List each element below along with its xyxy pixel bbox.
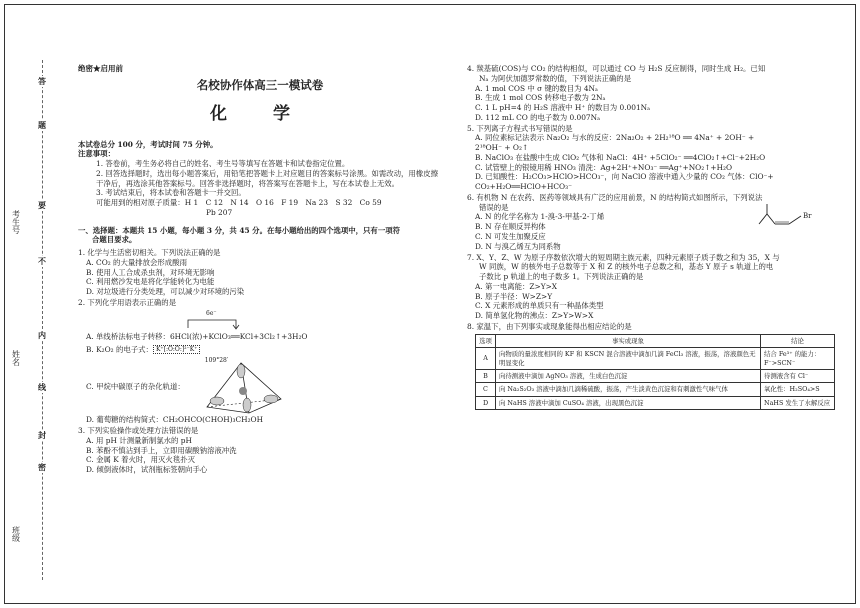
option: B. NaClO₃ 在盐酸中生成 ClO₂ 气体和 NaCl：4H⁺ +5ClO₂⁻ ══4ClO₂↑+Cl⁻+2H₂O: [475, 152, 766, 162]
option: D. N 与溴乙烯互为同系物: [475, 241, 561, 251]
question-stem: Nₐ 为阿伏加德罗常数的值，下列说法正确的是: [479, 73, 632, 83]
option: A. 用 pH 计测量新制氯水的 pH: [86, 435, 192, 445]
class-label: 班级: [11, 526, 21, 542]
q8-table: [475, 334, 835, 411]
binding-word: 密: [33, 462, 51, 473]
table-cell: 向 NaHS 溶液中滴加 CuSO₄ 溶液，出现黑色沉淀: [496, 396, 761, 409]
notice-item: 1. 答卷前，考生务必将自己的姓名、考生号等填写在答题卡和试卷指定位置。: [96, 159, 350, 169]
tetrahedron-icon: [191, 357, 301, 415]
option: C. 试管壁上的银镜用稀 HNO₃ 清洗：Ag+2H⁺+NO₃⁻ ══Ag⁺+NO₂↑+H₂O: [475, 162, 733, 172]
binding-word: 封: [33, 430, 51, 441]
binding-word: 题: [33, 120, 51, 131]
option: C. 金属 K 着火时，用灭火毯扑灭: [86, 455, 195, 465]
question-stem: 5. 下列离子方程式书写错误的是: [467, 123, 573, 133]
table-cell: A: [476, 348, 496, 370]
option: 2¹⁸OH⁻ + O₂↑: [475, 143, 529, 153]
question-stem: 错误的是: [479, 202, 509, 212]
option: C. 1 L pH=4 的 H₂S 溶液中 H⁺ 的数目为 0.001Nₐ: [475, 103, 650, 113]
table-cell: 待测液含有 Cl⁻: [761, 370, 835, 383]
option: C. 利用燃沙发电是将化学能转化为电能: [86, 277, 215, 287]
option: A. 第一电离能：Z>Y>X: [475, 281, 558, 291]
question-stem: 2. 下列化学用语表示正确的是: [78, 297, 177, 307]
table-cell: 氧化性：H₂SO₄>S: [761, 383, 835, 396]
binding-word: 线: [33, 382, 51, 393]
table-header: 结论: [761, 334, 835, 347]
option: A. 1 mol COS 中 σ 键的数目为 4Nₐ: [475, 83, 598, 93]
table-row: [476, 348, 835, 370]
option: CO₂+H₂O══HClO+HCO₃⁻: [475, 182, 572, 192]
subject-title: 化 学: [210, 104, 310, 125]
table-cell: 向物质的量浓度相同的 KF 和 KSCN 混合溶液中滴加几滴 FeCl₃ 溶液，振荡，溶液颜色无明显变化: [496, 348, 761, 370]
option: A. 单线桥法标电子转移：6HCl(浓)+KClO₃══KCl+3Cl₂↑+3H₂O: [86, 331, 308, 341]
table-row: [476, 383, 835, 396]
binding-word: 内: [33, 330, 51, 341]
atomic-masses-cont: Pb 207: [206, 207, 233, 217]
question-stem: W 同族，W 的核外电子总数等于 X 和 Z 的核外电子总数之和，基态 Y 原子 s 轨道上的电: [479, 262, 774, 272]
table-header: 事实或现象: [496, 334, 761, 347]
option: B. K₂O₂ 的电子式：: [86, 344, 153, 354]
bond-angle-label: 109°28′: [204, 357, 229, 365]
table-cell: 向 Na₂S₂O₃ 溶液中滴加几滴稀硫酸，振荡，产生淡黄色沉淀和有刺激性气味气体: [496, 383, 761, 396]
section-line: 合题目要求。: [92, 235, 137, 245]
table-cell: D: [476, 396, 496, 409]
table-cell: NaHS 发生了水解反应: [761, 396, 835, 409]
notice-item: 3. 考试结束后，将本试卷和答题卡一并交回。: [96, 188, 246, 198]
option: D. 简单氢化物的沸点：Z>Y>W>X: [475, 311, 594, 321]
option: A. 同位素标记法表示 Na₂O₂ 与水的反应：2Na₂O₂ + 2H₂¹⁸O ══ 4Na⁺ + 2OH⁻ +: [475, 133, 755, 143]
option-row: [78, 345, 442, 355]
question-stem: 3. 下列实验操作或处理方法错误的是: [78, 426, 199, 436]
question-stem: 8. 家温下，由下列事实或现象能得出相应结论的是: [467, 321, 632, 331]
binding-word: 要: [33, 200, 51, 211]
single-arrow-icon: [78, 308, 442, 332]
table-cell: 结合 Fe³⁺ 的能力：F⁻>SCN⁻: [761, 348, 835, 370]
notice-item: 2. 回答选择题时，选出每小题答案后，用铅笔把答题卡上对应题目的答案标号涂黑。如需改动，用橡皮擦干净后，再选涂其他答案标号。回答非选择题时，将答案写在答题卡上，写在本试卷上无效。: [96, 168, 438, 188]
option: D. 已知酸性：H₂CO₃>HClO>HCO₃⁻，向 NaClO 溶液中通入少量的 CO₂ 气体：ClO⁻+: [475, 172, 774, 182]
table-cell: 向待测液中滴加 AgNO₃ 溶液，生成白色沉淀: [496, 370, 761, 383]
option: D. 倾倒液体时，试剂瓶标签朝向手心: [86, 465, 208, 475]
structure-n-icon: [753, 200, 823, 230]
question-stem: 子数比 p 轨道上的电子数多 1。下列说法正确的是: [479, 272, 644, 282]
question-stem: 7. X、Y、Z、W 为原子序数依次增大的短周期主族元素，四种元素原子质子数之和为 35，X 与: [467, 252, 780, 262]
table-cell: C: [476, 383, 496, 396]
secret-mark: 绝密★启用前: [78, 64, 123, 73]
notice-title: 注意事项：: [78, 149, 115, 159]
electron-transfer-diagram: [78, 308, 442, 332]
score-line: 本试卷总分 100 分，考试时间 75 分钟。: [78, 139, 218, 149]
option: C. 甲烷中碳原子的杂化轨道：: [86, 381, 185, 391]
atomic-masses: 可能用到的相对原子质量：H 1 C 12 N 14 O 16 F 19 Na 23 S 32 Co 59: [96, 198, 382, 208]
option: B. N 存在顺反异构体: [475, 222, 546, 232]
option: A. CO₂ 的大量排放会形成酸雨: [86, 257, 187, 267]
option: B. 生成 1 mol COS 转移电子数为 2Nₐ: [475, 93, 606, 103]
option: A. N 的化学名称为 1-溴-3-甲基-2-丁烯: [475, 212, 605, 222]
binding-word: 答: [33, 76, 51, 87]
question-stem: 1. 化学与生活密切相关。下列说法正确的是: [78, 248, 221, 258]
section-header: [78, 226, 442, 246]
arrow-label: 6e⁻: [206, 309, 217, 317]
option: D. 112 mL CO 的电子数为 0.007Nₐ: [475, 112, 600, 122]
tetrahedron-diagram: [191, 357, 301, 415]
option: B. 苯酚不慎沾到手上，立即用碳酸钠溶液冲洗: [86, 445, 237, 455]
question-stem: 6. 有机物 N 在农药、医药等领域具有广泛的应用前景，N 的结构简式如图所示，下列说法: [467, 192, 763, 202]
option: D. 对垃圾进行分类处理，可以减少对环境的污染: [86, 287, 245, 297]
option: C. X 元素形成的单质只有一种晶体类型: [475, 301, 604, 311]
table-row: [476, 370, 835, 383]
binding-strip: [6, 60, 62, 580]
table-header: 选项: [476, 334, 496, 347]
option: C. N 可发生加聚反应: [475, 232, 546, 242]
name-label: 姓名: [11, 350, 21, 366]
question-stem: 4. 羰基硫(COS)与 CO₂ 的结构相似，可以通过 CO 与 H₂S 反应制得，同时生成 H₂。已知: [467, 64, 766, 73]
option-row: [78, 357, 442, 415]
option: B. 原子半径：W>Z>Y: [475, 291, 553, 301]
table-row: [476, 396, 835, 409]
table-cell: B: [476, 370, 496, 383]
right-column: [467, 64, 841, 410]
electron-formula: K⁺[:Ö:Ö:]²⁻K⁺: [153, 345, 200, 355]
examinee-number-label: 考生号: [11, 210, 21, 234]
paper-title: 名校协作体高三一模试卷: [196, 77, 324, 92]
table-header-row: [476, 334, 835, 347]
binding-word: 不: [33, 256, 51, 267]
section-line: 一、选择题：本题共 15 小题，每小题 3 分，共 45 分。在每小题给出的四个选项中，只有一项符: [78, 225, 400, 235]
option: D. 葡萄糖的结构简式：CH₂OHCO(CHOH)₃CH₂OH: [86, 415, 264, 425]
option: B. 使用人工合成杀虫剂，对环境无影响: [86, 267, 215, 277]
binding-dashed-line: [42, 60, 43, 580]
q6-options: [467, 212, 841, 251]
bromine-label: Br: [803, 212, 812, 221]
left-column: [78, 64, 442, 475]
